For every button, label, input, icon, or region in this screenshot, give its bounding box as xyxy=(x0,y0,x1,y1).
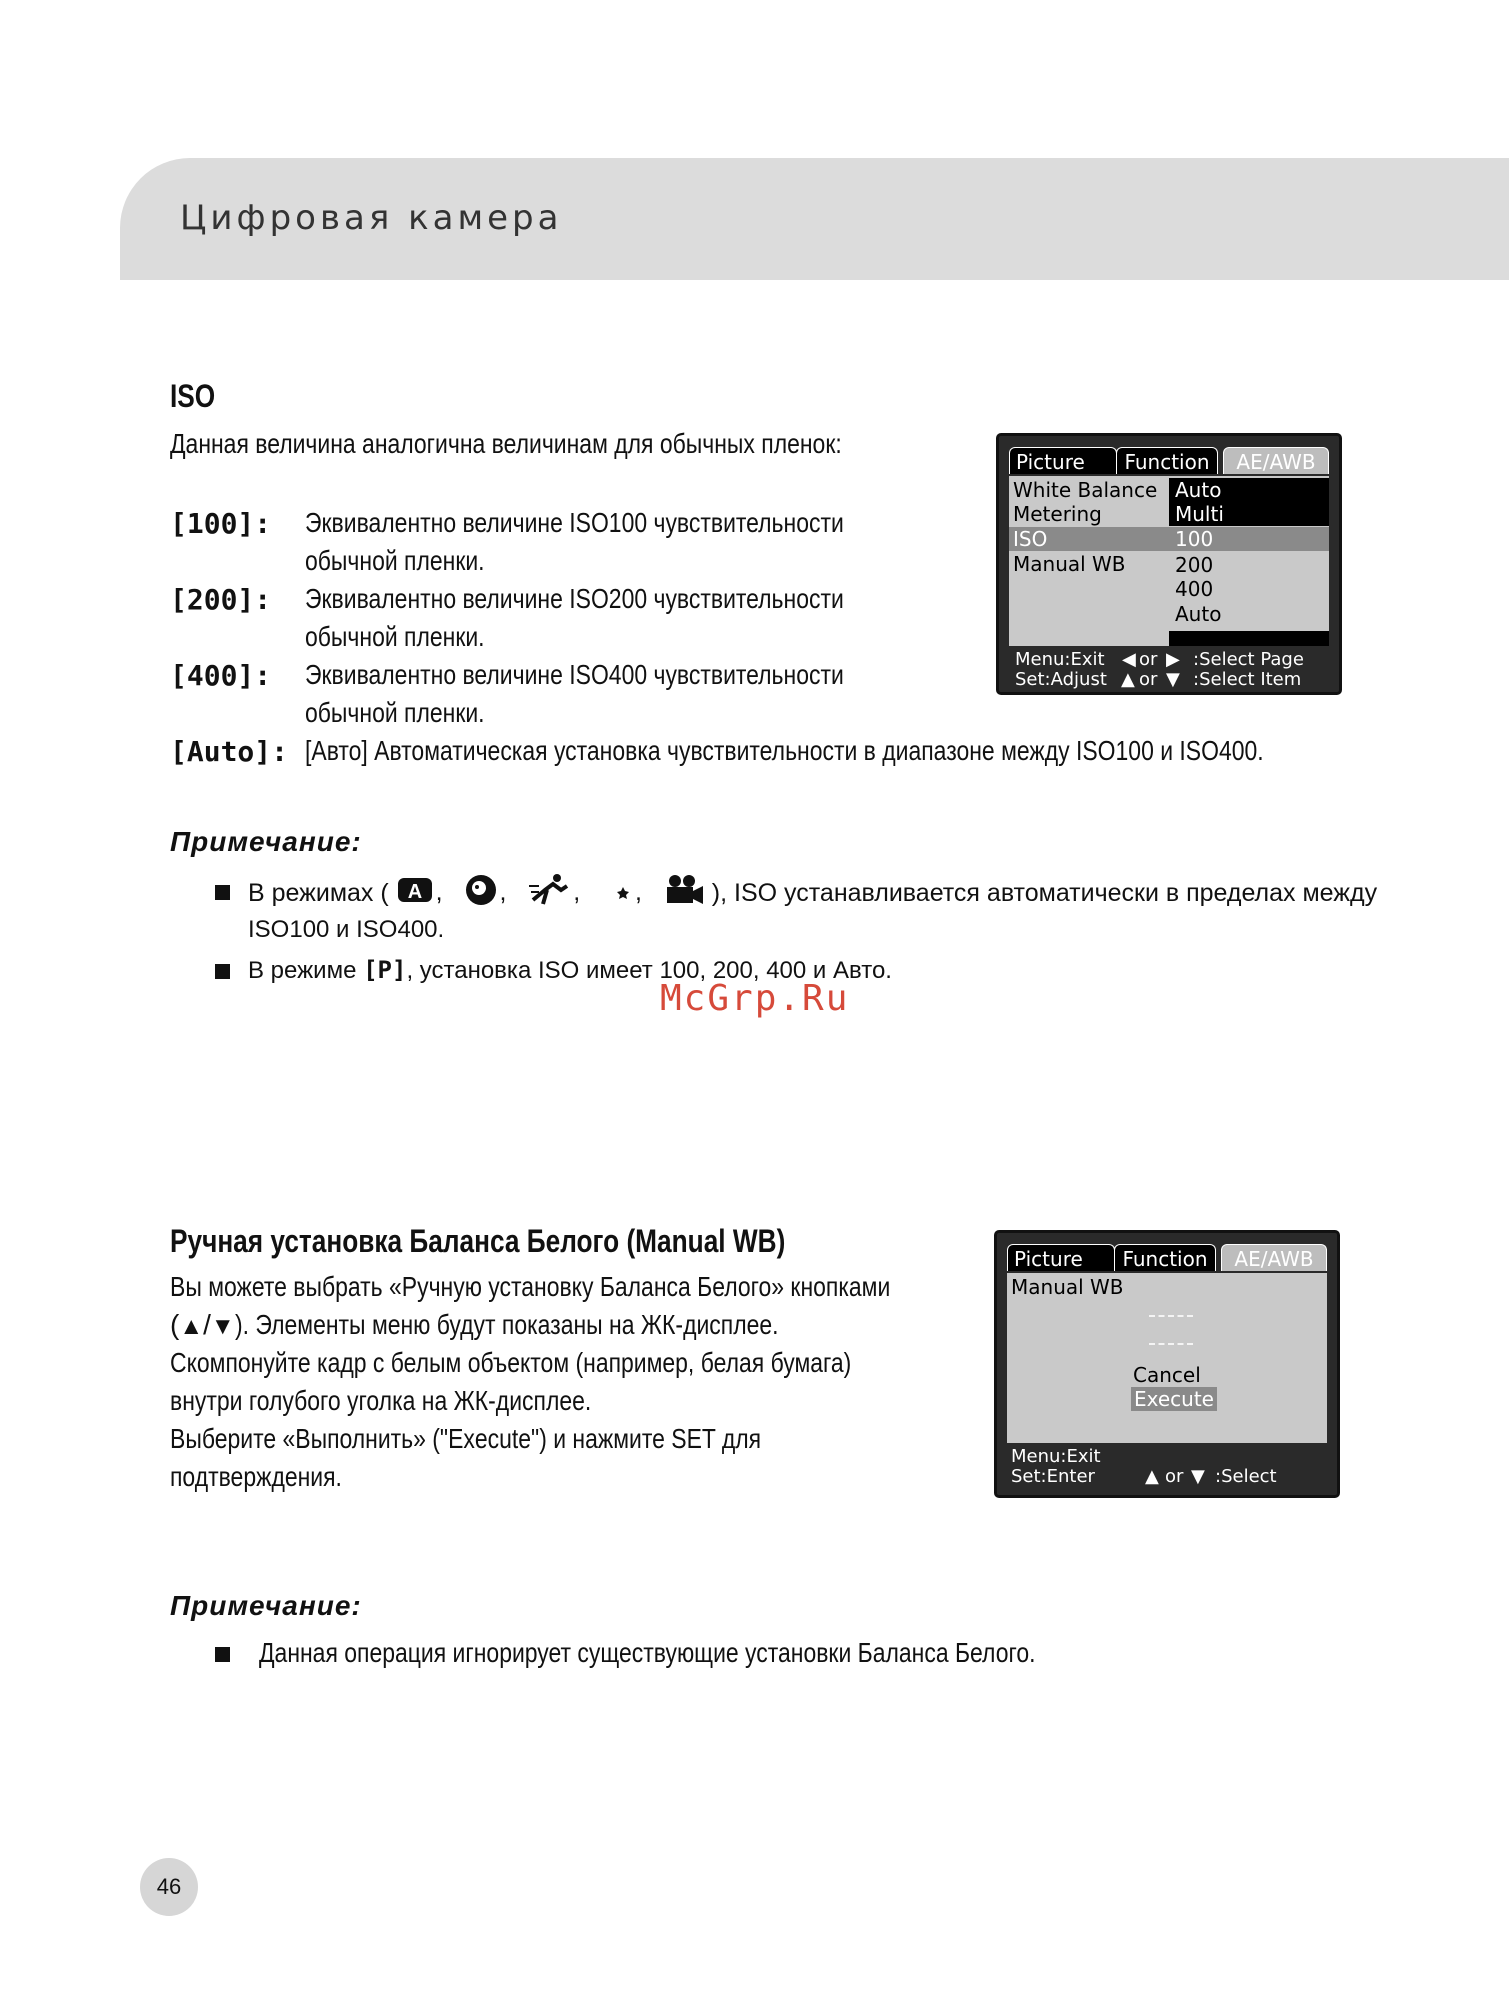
lcd1-foot1-or: or xyxy=(1139,649,1158,670)
lcd2-tab-aeawb: AE/AWB xyxy=(1221,1244,1327,1271)
lcd2-tab-function: Function xyxy=(1114,1244,1216,1271)
lcd1-foot1-left: Menu:Exit xyxy=(1015,649,1105,670)
iso-desc-400-line2: обычной пленки. xyxy=(305,697,485,728)
lcd1-foot1-right: :Select Page xyxy=(1193,649,1304,670)
bullet-square-icon xyxy=(215,964,230,979)
iso-note1-line2: ISO100 и ISO400. xyxy=(248,916,445,943)
lcd2-option-execute: Execute xyxy=(1131,1387,1217,1411)
iso-note2-prefix: В режиме xyxy=(248,957,364,984)
iso-intro: Данная величина аналогична величинам для обычных пленок: xyxy=(170,428,842,459)
iso-term-100: [100]: xyxy=(170,507,272,540)
lcd1-left-arrow-icon: ◀ xyxy=(1122,649,1136,670)
lcd1-right-arrow-icon: ▶ xyxy=(1166,649,1180,670)
iso-desc-auto: [Авто] Автоматическая установка чувствительности в диапазоне между ISO100 и ISO400. xyxy=(305,735,1264,766)
header-title: Цифровая камера xyxy=(180,198,563,238)
svg-text:A: A xyxy=(407,881,422,903)
lcd1-tab-function: Function xyxy=(1116,447,1218,474)
iso-note-title: Примечание: xyxy=(170,826,362,857)
lcd1-item-iso: ISO xyxy=(1009,527,1169,551)
lcd2-up-arrow-icon: ▲ xyxy=(1145,1466,1159,1487)
mwb-line2: (▲/▼). Элементы меню будут показаны на ЖК-дисплее. xyxy=(170,1309,779,1340)
mwb-note1: Данная операция игнорирует существующие установки Баланса Белого. xyxy=(259,1637,1036,1668)
lcd2-title: Manual WB xyxy=(1011,1275,1124,1299)
iso-desc-100-line2: обычной пленки. xyxy=(305,545,485,576)
lcd1-up-arrow-icon: ▲ xyxy=(1121,669,1135,690)
lcd1-value-bar xyxy=(1169,631,1329,646)
lcd2-foot2-or: or xyxy=(1165,1466,1184,1487)
iso-term-auto: [Auto]: xyxy=(170,735,289,768)
lcd2-down-arrow-icon: ▼ xyxy=(1191,1466,1205,1487)
mwb-line2-suffix: ). Элементы меню будут показаны на ЖК-дисплее. xyxy=(234,1309,779,1340)
lcd1-item-white-balance: White Balance xyxy=(1013,478,1158,502)
lcd2-foot1: Menu:Exit xyxy=(1011,1446,1101,1467)
mwb-line6: подтверждения. xyxy=(170,1461,342,1492)
lcd2-target-corners xyxy=(1149,1315,1193,1345)
mwb-line4: внутри голубого уголка на ЖК-дисплее. xyxy=(170,1385,592,1416)
iso-note2-p: [P] xyxy=(363,956,407,984)
iso-desc-200-line2: обычной пленки. xyxy=(305,621,485,652)
movie-mode-icon xyxy=(663,873,705,914)
lcd1-value-multi: Multi xyxy=(1169,502,1329,526)
lcd2-panel xyxy=(1007,1273,1327,1443)
iso-desc-400-line1: Эквивалентно величине ISO400 чувствительности xyxy=(305,659,844,690)
night-mode-icon xyxy=(601,873,635,914)
lcd-iso-menu xyxy=(996,433,1342,695)
lcd1-foot2-right: :Select Item xyxy=(1193,669,1302,690)
lcd2-option-cancel: Cancel xyxy=(1133,1363,1201,1387)
up-arrow-icon: ▲ xyxy=(179,1313,204,1340)
lcd1-item-manual-wb: Manual WB xyxy=(1013,552,1126,576)
lcd1-tab-picture: Picture xyxy=(1009,447,1117,474)
lcd-manual-wb xyxy=(994,1230,1340,1498)
mwb-line3: Скомпонуйте кадр с белым объектом (например, белая бумага) xyxy=(170,1347,852,1378)
watermark: McGrp.Ru xyxy=(660,978,850,1019)
iso-note1-prefix: В режимах ( xyxy=(248,879,389,907)
bullet-square-icon xyxy=(215,885,230,900)
lcd2-tab-picture: Picture xyxy=(1007,1244,1115,1271)
lcd1-foot2-or: or xyxy=(1139,669,1158,690)
iso-term-400: [400]: xyxy=(170,659,272,692)
iso-note1-suffix: ), ISO устанавливается автоматически в пределах между xyxy=(711,879,1378,907)
mwb-line1: Вы можете выбрать «Ручную установку Баланса Белого» кнопками xyxy=(170,1271,891,1302)
mwb-line5: Выберите «Выполнить» ("Execute") и нажмите SET для xyxy=(170,1423,762,1454)
header-band xyxy=(120,158,1509,280)
lcd1-panel xyxy=(1009,476,1329,646)
down-arrow-icon: ▼ xyxy=(210,1313,235,1340)
lcd2-foot2-right: :Select xyxy=(1215,1466,1277,1487)
iso-term-200: [200]: xyxy=(170,583,272,616)
lcd1-value-400: 400 xyxy=(1175,577,1214,601)
lcd2-foot2-left: Set:Enter xyxy=(1011,1466,1095,1487)
mwb-line2-prefix: ( xyxy=(170,1309,180,1340)
iso-desc-200-line1: Эквивалентно величине ISO200 чувствительности xyxy=(305,583,844,614)
sports-mode-icon xyxy=(527,872,573,915)
iso-note1-line1: В режимах ( A , , , , ), ISO устанавливается автоматически в пределах между xyxy=(248,872,1377,912)
lcd1-item-metering: Metering xyxy=(1013,502,1102,526)
mwb-note-title: Примечание: xyxy=(170,1590,362,1621)
iso-desc-100-line1: Эквивалентно величине ISO100 чувствительности xyxy=(305,507,844,538)
lcd1-foot2-left: Set:Adjust xyxy=(1015,669,1107,690)
auto-mode-icon xyxy=(396,875,436,912)
bullet-square-icon xyxy=(215,1647,230,1662)
iso-heading: ISO xyxy=(170,378,216,414)
lcd1-value-auto: Auto xyxy=(1175,602,1222,626)
mwb-heading: Ручная установка Баланса Белого (Manual WB) xyxy=(170,1223,786,1259)
lcd1-down-arrow-icon: ▼ xyxy=(1166,669,1180,690)
page-number: 46 xyxy=(140,1858,198,1916)
lcd1-tab-aeawb: AE/AWB xyxy=(1223,447,1329,474)
lcd1-value-100: 100 xyxy=(1169,527,1329,551)
portrait-mode-icon xyxy=(463,872,499,915)
lcd1-value-200: 200 xyxy=(1175,553,1214,577)
iso-note2-suffix: , установка ISO имеет 100, 200, 400 и Авто. xyxy=(406,957,892,984)
lcd1-value-wb-auto: Auto xyxy=(1169,478,1329,502)
